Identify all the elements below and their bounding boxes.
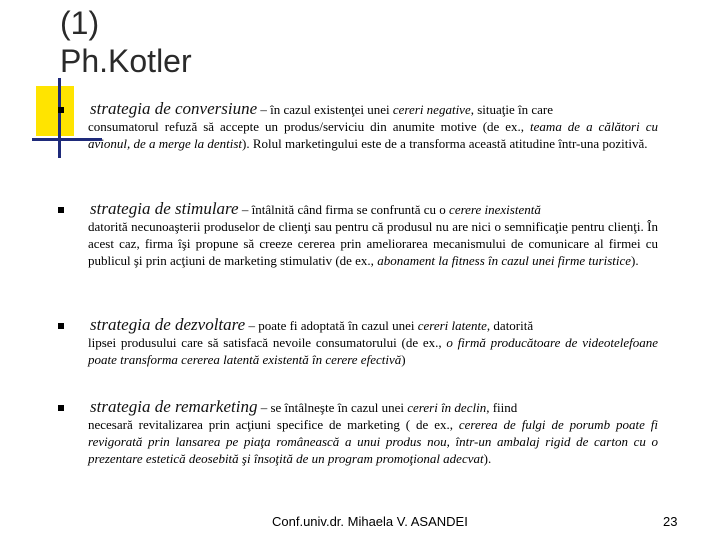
footer-author: Conf.univ.dr. Mihaela V. ASANDEI [272,514,468,529]
title-line-2: Ph.Kotler [60,43,192,79]
item-body: datorită necunoaşterii produselor de clienţi sau pentru că produsul nu are nici o semnificaţie pentru clienţi. În acest caz, firma îşi propune să creeze cererea prin ameliorarea mecanismului de comunicare al firmei cu publicul şi prin acţiuni de marketing stimulativ (de ex., abonament la fitness în cazul unei firme turistice). [88,219,658,268]
item-body: lipsei produsului care să satisfacă nevoile consumatorului (de ex., o firmă producătoare de videotelefoane poate transforma cererea latentă existentă în cerere efectivă) [88,335,658,367]
item-term: strategia de stimulare [90,199,239,218]
strategy-item-remarketing [58,398,658,467]
page-number: 23 [663,514,678,529]
bullet-icon [58,107,64,113]
slide-title [60,4,192,80]
bullet-icon [58,405,64,411]
title-line-1: (1) [60,5,100,41]
bullet-icon [58,207,64,213]
item-term: strategia de remarketing [90,397,258,416]
bullet-icon [58,323,64,329]
item-head: strategia de dezvoltare – poate fi adoptată în cazul unei cereri latente, datorită [90,315,534,334]
item-term: strategia de dezvoltare [90,315,246,334]
item-body: consumatorul refuză să accepte un produs/serviciu din anumite motive (de ex., teama de a călători cu avionul, de a merge la dentist). Rolul marketingului este de a transforma această atitudine într-una pozitivă. [88,119,658,151]
item-head: strategia de conversiune – în cazul existenţei unei cereri negative, situaţie în care [90,99,554,118]
item-head: strategia de remarketing – se întâlneşte în cazul unei cereri în declin, fiind [90,397,518,416]
item-head: strategia de stimulare – întâlnită când firma se confruntă cu o cerere inexistentă [90,199,541,218]
item-term: strategia de conversiune [90,99,258,118]
strategy-item-stimulation [58,200,658,269]
strategy-item-development [58,316,658,368]
strategy-item-conversion [58,100,658,152]
item-body: necesară revitalizarea prin acţiuni specifice de marketing ( de ex., cererea de fulgi de porumb poate fi revigorată prin lansarea pe piaţa românească a unui produs nou, într-un ambalaj rigid de carton cu o prezentare estetică deosebită şi însoţită de un program promoţional adecvat). [88,417,658,466]
